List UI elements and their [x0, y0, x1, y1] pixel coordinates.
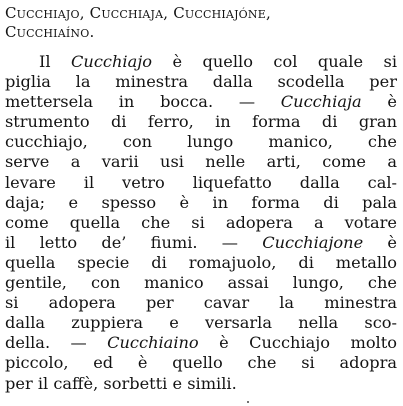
headword-cucchiajo: Cucchiajo,	[5, 4, 85, 22]
print-speck	[247, 401, 249, 403]
text-line: daja; e spesso è in forma di pala	[5, 192, 397, 212]
entry-definition	[5, 52, 397, 394]
text-line: gentile, con manico assai lungo, che	[5, 273, 397, 293]
text-line: il letto de’ fiumi. — Cucchiajone è	[5, 232, 398, 252]
dictionary-entry	[5, 4, 397, 394]
text-line: strumento di ferro, in forma di gran	[5, 112, 397, 132]
text-line: Il Cucchiajo è quello col quale si	[39, 52, 397, 71]
text-line: della. — Cucchiaino è Cucchiajo molto	[5, 333, 397, 353]
text-line: mettersela in bocca. — Cucchiaja è	[5, 92, 397, 112]
headword-cucchiaja: Cucchiaja,	[89, 4, 169, 22]
text-line: per il caffè, sorbetti e simili.	[5, 373, 237, 393]
text-line: come quella che si adopera a votare	[5, 212, 397, 232]
entry-heading	[5, 4, 397, 42]
text-line: piglia la minestra dalla scodella per	[5, 72, 397, 92]
text-line: piccolo, ed è quello che si adopra	[5, 353, 397, 373]
headword-cucchiajone: Cucchiajóne,	[173, 4, 271, 22]
text-line: si adopera per cavar la minestra	[5, 293, 397, 313]
text-line: serve a varii usi nelle arti, come a	[5, 152, 397, 172]
text-line: cucchiajo, con lungo manico, che	[5, 132, 397, 152]
text-line: dalla zuppiera e versarla nella sco-	[5, 313, 397, 333]
text-line: levare il vetro liquefatto dalla cal-	[5, 172, 397, 192]
headword-cucchiaino: Cucchiaíno.	[5, 23, 95, 41]
text-line: quella specie di romajuolo, di metallo	[5, 252, 397, 272]
